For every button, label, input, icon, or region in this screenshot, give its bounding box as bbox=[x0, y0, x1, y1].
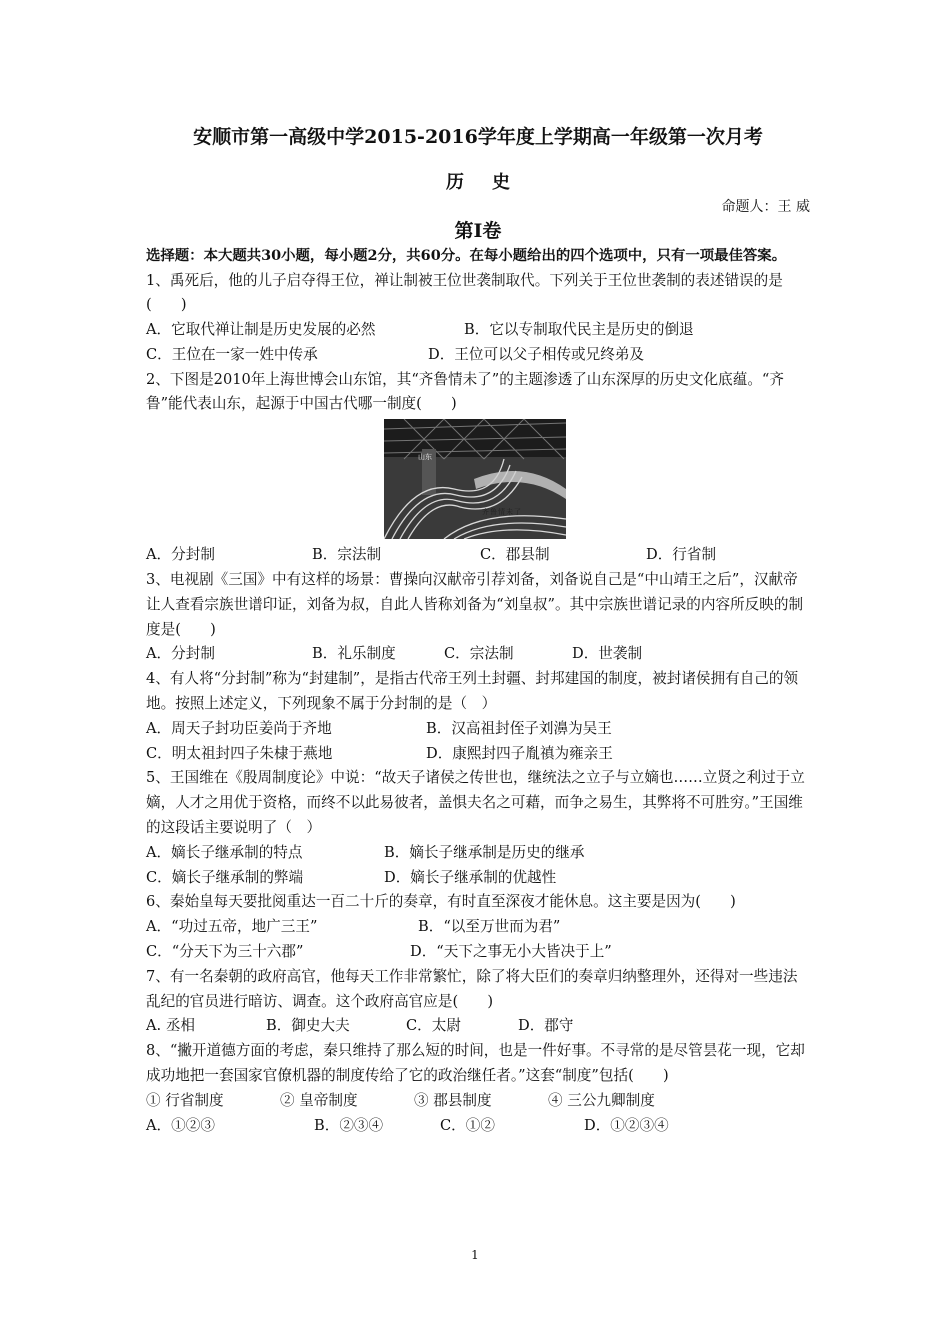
author-line: 命题人：王 威 bbox=[721, 199, 810, 215]
page-number: 1 bbox=[471, 1248, 479, 1262]
option: A．分封制 bbox=[146, 645, 215, 663]
pavilion-image bbox=[384, 419, 566, 539]
option: A．它取代禅让制是历史发展的必然 bbox=[146, 321, 376, 339]
option: B．嫡长子继承制是历史的继承 bbox=[384, 843, 585, 861]
option: A. 丞相 bbox=[146, 1017, 196, 1035]
option-row bbox=[146, 343, 810, 368]
pavilion-caption: 齐鲁情未了 bbox=[482, 508, 522, 517]
instructions: 选择题：本大题共30小题，每小题2分，共60分。在每小题给出的四个选项中，只有一项最佳答案。 bbox=[146, 247, 787, 264]
question-stem: 7、有一名秦朝的政府高官，他每天工作非常繁忙，除了将大臣们的奏章归纳整理外，还得对一些违法乱纪的官员进行暗访、调查。这个政府高官应是( ) bbox=[146, 967, 798, 1010]
option-row bbox=[146, 940, 810, 965]
option: D．王位可以父子相传或兄终弟及 bbox=[428, 345, 645, 363]
option: D．郡守 bbox=[518, 1017, 574, 1035]
option: C．明太祖封四子朱棣于燕地 bbox=[146, 744, 333, 762]
option-row bbox=[146, 543, 810, 568]
option: C．嫡长子继承制的弊端 bbox=[146, 868, 304, 886]
subject-title: 历史 bbox=[446, 172, 538, 193]
option-row bbox=[146, 841, 810, 866]
option-row bbox=[146, 642, 810, 667]
option: C．“分天下为三十六郡” bbox=[146, 943, 304, 961]
option: B．宗法制 bbox=[312, 546, 382, 564]
option: C．王位在一家一姓中传承 bbox=[146, 345, 318, 363]
question-stem: 6、秦始皇每天要批阅重达一百二十斤的奏章，有时直至深夜才能休息。这主要是因为( ) bbox=[146, 893, 736, 911]
option: D．①②③④ bbox=[584, 1116, 669, 1134]
numbered-item: ② 皇帝制度 bbox=[280, 1091, 358, 1109]
item-row bbox=[146, 1089, 810, 1114]
question-stem: 1、禹死后，他的儿子启夺得王位，禅让制被王位世袭制取代。下列关于王位世袭制的表述错误的是( ) bbox=[146, 271, 783, 314]
option: A．①②③ bbox=[146, 1116, 215, 1134]
volume-heading: 第I卷 bbox=[454, 220, 502, 242]
option: D．世袭制 bbox=[572, 645, 643, 663]
option: A．嫡长子继承制的特点 bbox=[146, 843, 303, 861]
question-stem: 8、“撇开道德方面的考虑，秦只维持了那么短的时间，也是一件好事。不寻常的是尽管昙花一现，它却成功地把一套国家官僚机器的制度传给了它的政治继任者。”这套“制度”包括( ) bbox=[146, 1042, 805, 1085]
option-row bbox=[146, 1114, 810, 1139]
option: B．礼乐制度 bbox=[312, 645, 396, 663]
option: C．①② bbox=[440, 1116, 495, 1134]
option: D．“天下之事无小大皆决于上” bbox=[410, 943, 612, 961]
option-row bbox=[146, 318, 810, 343]
numbered-item: ① 行省制度 bbox=[146, 1091, 224, 1109]
option: C．郡县制 bbox=[480, 546, 550, 564]
option: D．康熙封四子胤禛为雍亲王 bbox=[426, 744, 613, 762]
option: B．御史大夫 bbox=[266, 1017, 350, 1035]
option-row bbox=[146, 1014, 810, 1039]
exam-page bbox=[146, 118, 810, 1138]
option-row bbox=[146, 915, 810, 940]
option: A．周天子封功臣姜尚于齐地 bbox=[146, 719, 332, 737]
option-row bbox=[146, 742, 810, 767]
option: B．②③④ bbox=[314, 1116, 384, 1134]
option: B．汉高祖封侄子刘濞为吴王 bbox=[426, 719, 612, 737]
numbered-item: ③ 郡县制度 bbox=[414, 1091, 492, 1109]
question-stem: 2、下图是2010年上海世博会山东馆，其“齐鲁情未了”的主题渗透了山东深厚的历史文化底蕴。“齐鲁”能代表山东，起源于中国古代哪一制度( ) bbox=[146, 370, 784, 413]
numbered-item: ④ 三公九卿制度 bbox=[548, 1091, 655, 1109]
option: C．宗法制 bbox=[444, 645, 514, 663]
shandong-pavilion-photo bbox=[384, 419, 566, 539]
option: D．嫡长子继承制的优越性 bbox=[384, 868, 557, 886]
pavilion-sign: 山东 bbox=[418, 453, 432, 462]
option: D．行省制 bbox=[646, 546, 717, 564]
option: C．太尉 bbox=[406, 1017, 461, 1035]
option: B．它以专制取代民主是历史的倒退 bbox=[464, 321, 694, 339]
question-stem: 3、电视剧《三国》中有这样的场景：曹操向汉献帝引荐刘备，刘备说自己是“中山靖王之后”，汉献帝让人查看宗族世谱印证，刘备为叔，自此人皆称刘备为“刘皇叔”。其中宗族世谱记录的内容所反映的制度是( ) bbox=[146, 571, 804, 638]
option-row bbox=[146, 866, 810, 891]
question-stem: 5、王国维在《殷周制度论》中说：“故天子诸侯之传世也，继统法之立子与立嫡也……立贤之利过于立嫡，人才之用优于资格，而终不以此易彼者，盖惧夫名之可藉，而争之易生，其弊将不可胜穷。”王国维的这段话主要说明了（ ） bbox=[146, 769, 805, 837]
question-stem: 4、有人将“分封制”称为“封建制”，是指古代帝王列土封疆、封邦建国的制度，被封诸侯拥有自己的领地。按照上述定义，下列现象不属于分封制的是（ ） bbox=[146, 670, 799, 713]
option: A．分封制 bbox=[146, 546, 215, 564]
option: B．“以至万世而为君” bbox=[418, 918, 561, 936]
exam-title: 安顺市第一高级中学2015-2016学年度上学期高一年级第一次月考 bbox=[193, 126, 763, 148]
option-row bbox=[146, 717, 810, 742]
option: A．“功过五帝，地广三王” bbox=[146, 918, 318, 936]
